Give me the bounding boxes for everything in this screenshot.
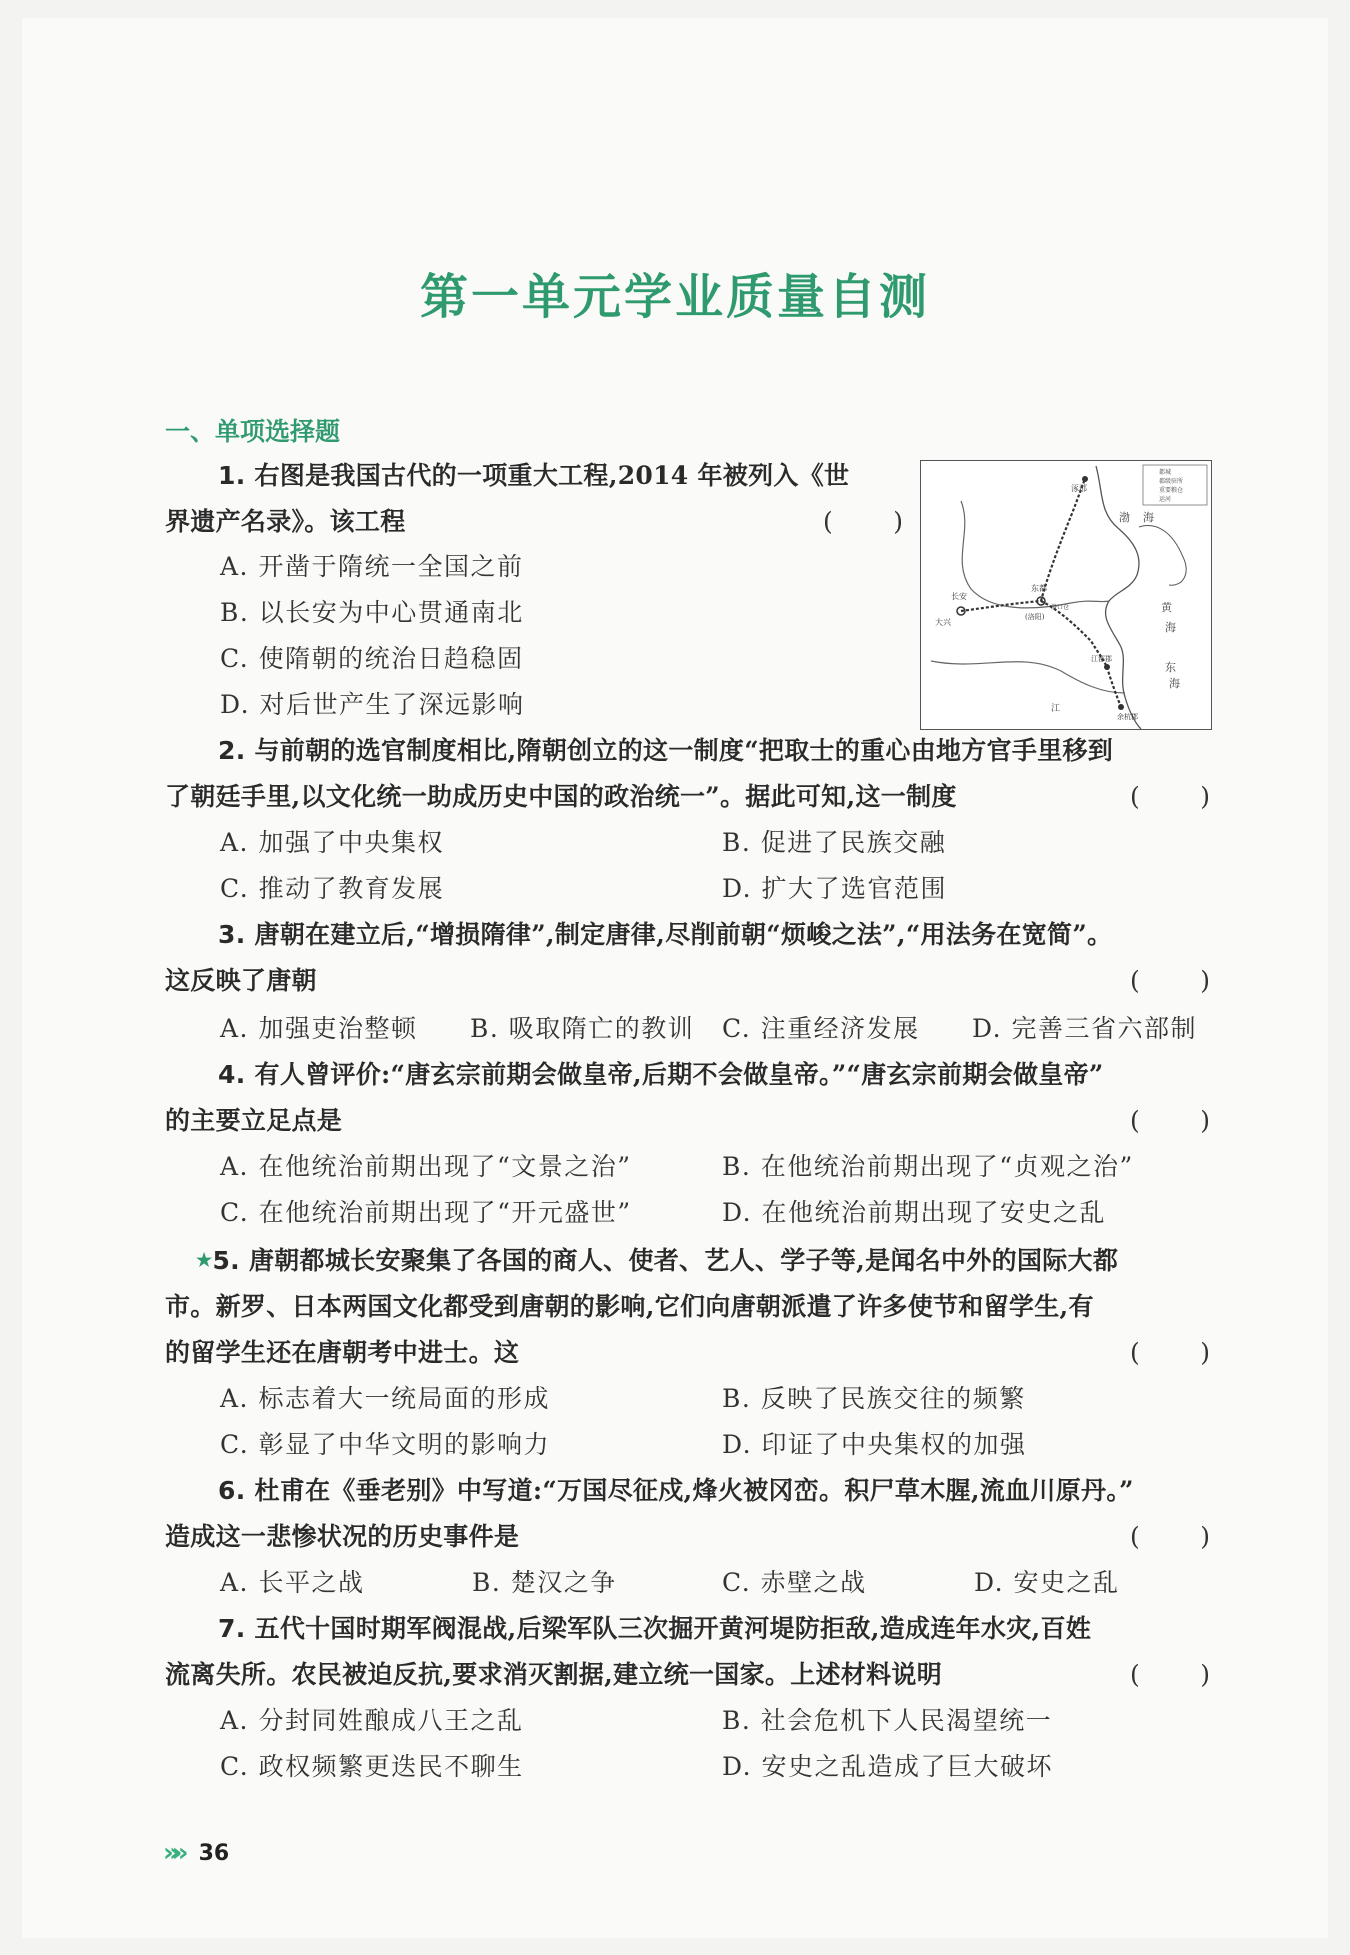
jiangdu-marker	[1104, 664, 1110, 670]
guangtong-canal	[961, 601, 1041, 611]
star-icon: ★	[196, 1250, 213, 1271]
q4-option-b[interactable]: B. 在他统治前期出现了“贞观之治”	[722, 1152, 1134, 1181]
q6-option-a[interactable]: A. 长平之战	[220, 1568, 365, 1597]
q1-option-b[interactable]: B. 以长安为中心贯通南北	[220, 598, 524, 627]
answer-paren-7[interactable]: ( )	[1130, 1660, 1210, 1689]
map-label-dongdu: 东都	[1031, 584, 1047, 593]
q5-option-d[interactable]: D. 印证了中央集权的加强	[722, 1430, 1027, 1459]
grand-canal-map	[920, 460, 1212, 730]
question-2-line-2: 了朝廷手里,以文化统一助成历史中国的政治统一”。据此可知,这一制度	[165, 782, 957, 811]
question-1-line-1: 1. 右图是我国古代的一项重大工程,2014 年被列入《世	[218, 461, 850, 490]
q3-option-b[interactable]: B. 吸取隋亡的教训	[470, 1014, 695, 1043]
q4-option-d[interactable]: D. 在他统治前期出现了安史之乱	[722, 1198, 1107, 1227]
page-title: 第一单元学业质量自测	[419, 269, 930, 325]
question-3-line-1: 3. 唐朝在建立后,“增损隋律”,制定唐律,尽削前朝“烦峻之法”,“用法务在宽简”。	[218, 920, 1113, 949]
q3-option-d[interactable]: D. 完善三省六部制	[972, 1014, 1198, 1043]
q6-option-c[interactable]: C. 赤壁之战	[722, 1568, 867, 1597]
map-label-daxing: 大兴	[935, 618, 951, 627]
question-5-line-2: 市。新罗、日本两国文化都受到唐朝的影响,它们向唐朝派遣了许多使节和留学生,有	[165, 1292, 1094, 1321]
map-label-jiangdu: 江都郡	[1091, 655, 1112, 663]
q7-option-c[interactable]: C. 政权频繁更迭民不聊生	[220, 1752, 524, 1781]
question-4-line-2: 的主要立足点是	[165, 1106, 343, 1135]
q7-option-d[interactable]: D. 安史之乱造成了巨大破坏	[722, 1752, 1054, 1781]
map-label-zhuojun: 涿郡	[1071, 484, 1087, 493]
map-label-changan: 长安	[951, 592, 967, 601]
jiangnan-canal	[1107, 667, 1121, 707]
question-7-line-2: 流离失所。农民被迫反抗,要求消灭割据,建立统一国家。上述材料说明	[165, 1660, 943, 1689]
q4-option-c[interactable]: C. 在他统治前期出现了“开元盛世”	[220, 1198, 632, 1227]
map-label-east-sea: 海	[1169, 677, 1180, 690]
answer-paren-4[interactable]: ( )	[1130, 1106, 1210, 1135]
question-7-line-1: 7. 五代十国时期军阀混战,后梁军队三次掘开黄河堤防拒敌,造成连年水灾,百姓	[218, 1614, 1092, 1643]
map-label-huang: 黄	[1161, 601, 1172, 614]
yuhang-marker	[1118, 704, 1124, 710]
q1-option-a[interactable]: A. 开凿于隋统一全国之前	[220, 552, 524, 581]
question-6-line-2: 造成这一悲惨状况的历史事件是	[165, 1522, 520, 1551]
map-label-jiang: 江	[1051, 704, 1061, 714]
q7-option-a[interactable]: A. 分封同姓酿成八王之乱	[220, 1706, 524, 1735]
map-label-bohai-sea: 海	[1143, 511, 1154, 524]
answer-paren-1[interactable]: ( )	[823, 507, 903, 536]
q5-option-b[interactable]: B. 反映了民族交往的频繁	[722, 1384, 1026, 1413]
legend-commandery: 郡级驻所	[1159, 478, 1184, 485]
zhuojun-marker	[1082, 476, 1088, 482]
q6-option-b[interactable]: B. 楚汉之争	[472, 1568, 617, 1597]
q5-option-a[interactable]: A. 标志着大一统局面的形成	[220, 1384, 550, 1413]
legend-granary: 重要粮仓	[1159, 487, 1184, 494]
answer-paren-5[interactable]: ( )	[1130, 1338, 1210, 1367]
map-label-dong: 东	[1165, 661, 1176, 674]
q2-option-d[interactable]: D. 扩大了选官范围	[722, 874, 948, 903]
q2-option-c[interactable]: C. 推动了教育发展	[220, 874, 445, 903]
q6-option-d[interactable]: D. 安史之乱	[974, 1568, 1120, 1597]
question-1-line-2: 界遗产名录》。该工程	[165, 507, 406, 536]
answer-paren-2[interactable]: ( )	[1130, 782, 1210, 811]
map-label-bo: 渤	[1119, 511, 1130, 524]
legend-capital: 都城	[1159, 469, 1172, 476]
yongji-canal	[1041, 479, 1085, 601]
question-6-line-1: 6. 杜甫在《垂老别》中写道:“万国尽征戍,烽火被冈峦。积尸草木腥,流血川原丹。”	[218, 1476, 1134, 1505]
q7-option-b[interactable]: B. 社会危机下人民渴望统一	[722, 1706, 1053, 1735]
q1-option-c[interactable]: C. 使隋朝的统治日趋稳固	[220, 644, 524, 673]
q1-option-d[interactable]: D. 对后世产生了深远影响	[220, 690, 525, 719]
legend-box	[1143, 465, 1207, 505]
question-2-line-1: 2. 与前朝的选官制度相比,隋朝创立的这一制度“把取士的重心由地方官手里移到	[218, 736, 1114, 765]
map-label-yellow-sea: 海	[1165, 621, 1176, 634]
map-svg	[921, 461, 1211, 729]
question-4-line-1: 4. 有人曾评价:“唐玄宗前期会做皇帝,后期不会做皇帝。”“唐玄宗前期会做皇帝”	[218, 1060, 1104, 1089]
question-3-line-2: 这反映了唐朝	[165, 966, 317, 995]
question-5-line-1: ★5. 唐朝都城长安聚集了各国的商人、使者、艺人、学子等,是闻名中外的国际大都	[196, 1246, 1119, 1275]
answer-paren-3[interactable]: ( )	[1130, 966, 1210, 995]
q4-option-a[interactable]: A. 在他统治前期出现了“文景之治”	[220, 1152, 632, 1181]
map-label-yuhang: 余杭郡	[1117, 713, 1138, 721]
page-footer	[163, 1838, 229, 1868]
answer-paren-6[interactable]: ( )	[1130, 1522, 1210, 1551]
yangtze-river	[931, 661, 1125, 693]
peninsula	[1139, 525, 1186, 585]
page-number: 36	[198, 1840, 230, 1866]
q5-option-c[interactable]: C. 彰显了中华文明的影响力	[220, 1430, 551, 1459]
chevrons-icon: »»	[163, 1838, 181, 1868]
section-heading: 一、单项选择题	[165, 417, 341, 446]
q3-option-a[interactable]: A. 加强吏治整顿	[220, 1014, 418, 1043]
map-label-luoyang: (洛阳)	[1025, 613, 1045, 621]
q2-option-a[interactable]: A. 加强了中央集权	[220, 828, 444, 857]
question-5-line-3: 的留学生还在唐朝考中进士。这	[165, 1338, 520, 1367]
map-label-luokoucang: 洛口仓	[1051, 604, 1070, 611]
q3-option-c[interactable]: C. 注重经济发展	[722, 1014, 920, 1043]
q2-option-b[interactable]: B. 促进了民族交融	[722, 828, 947, 857]
legend-canal: 运河	[1159, 496, 1172, 503]
